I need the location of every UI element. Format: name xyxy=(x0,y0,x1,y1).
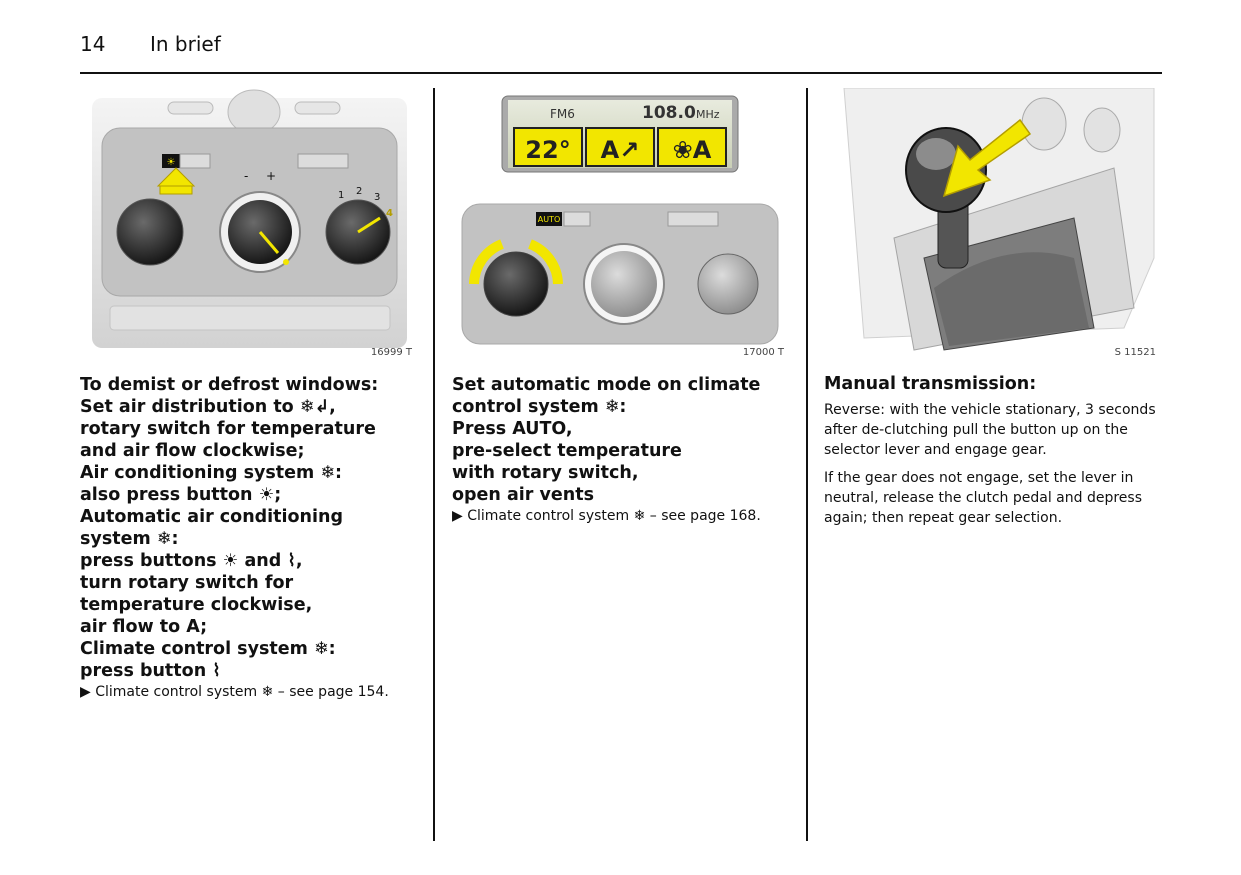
speed-2-label: 2 xyxy=(356,186,363,197)
line: with rotary switch, xyxy=(452,463,639,483)
speed-3-label: 3 xyxy=(374,192,381,203)
line: system ❄: xyxy=(80,529,179,549)
speed-1-label: 1 xyxy=(338,190,345,201)
page-title: In brief xyxy=(150,32,221,56)
line: temperature clockwise, xyxy=(80,595,313,615)
display-airflow: A↗ xyxy=(600,136,640,164)
auto-mode-instructions xyxy=(452,374,760,506)
auto-climate-illustration xyxy=(452,88,788,360)
figure-code: 17000 T xyxy=(742,347,784,358)
page-header xyxy=(80,30,1162,74)
figure-code: 16999 T xyxy=(370,347,412,358)
speed-4-label: 4 xyxy=(386,208,393,219)
transmission-text xyxy=(824,400,1160,536)
line: open air vents xyxy=(452,485,595,505)
auto-button-label: AUTO xyxy=(537,215,561,224)
line: To demist or defrost windows: xyxy=(80,375,379,395)
line: Set automatic mode on climate xyxy=(452,375,761,395)
svg-text:☀: ☀ xyxy=(166,157,176,168)
line: Automatic air conditioning xyxy=(80,507,344,527)
line: Press AUTO, xyxy=(452,419,573,439)
line: Air conditioning system ❄: xyxy=(80,463,343,483)
line: turn rotary switch for xyxy=(80,573,294,593)
page-reference-link[interactable]: ▶ Climate control system ❄ – see page 154. xyxy=(80,684,389,700)
page-reference-link[interactable]: ▶ Climate control system ❄ – see page 168. xyxy=(452,508,761,524)
paragraph: Reverse: with the vehicle stationary, 3 seconds after de-clutching pull the button up on the selector lever and engage gear. xyxy=(824,402,1156,458)
line: press buttons ☀ and ⌇, xyxy=(80,551,303,571)
page-number: 14 xyxy=(80,32,106,56)
line: press button ⌇ xyxy=(80,661,221,681)
column-transmission xyxy=(824,88,1164,526)
paragraph: If the gear does not engage, set the lever in neutral, release the clutch pedal and depress again; then repeat gear selection. xyxy=(824,470,1143,526)
auto-climate-figure xyxy=(452,88,788,360)
radio-unit: MHz xyxy=(696,108,720,121)
demist-instructions xyxy=(80,374,378,682)
climate-panel-figure xyxy=(80,88,416,360)
gear-lever-illustration xyxy=(824,88,1160,360)
display-fan: ❀A xyxy=(672,136,712,164)
column-auto-mode xyxy=(452,88,792,524)
column-demist xyxy=(80,88,420,700)
gear-lever-figure xyxy=(824,88,1160,360)
section-heading: Manual transmission: xyxy=(824,374,1037,394)
line: rotary switch for temperature xyxy=(80,419,376,439)
radio-frequency: 108.0 xyxy=(642,103,696,123)
display-temperature: 22° xyxy=(525,136,571,164)
figure-code: S 11521 xyxy=(1114,347,1156,358)
line: Climate control system ❄: xyxy=(80,639,336,659)
climate-panel-illustration xyxy=(80,88,416,360)
column-divider-1 xyxy=(433,88,435,841)
line: pre-select temperature xyxy=(452,441,682,461)
line: also press button ☀; xyxy=(80,485,282,505)
temp-plus-label: + xyxy=(266,169,277,183)
line: control system ❄: xyxy=(452,397,627,417)
radio-band: FM6 xyxy=(550,107,575,121)
line: Set air distribution to ❄↲, xyxy=(80,397,336,417)
line: air flow to A; xyxy=(80,617,208,637)
temp-minus-label: - xyxy=(244,169,249,183)
line: and air flow clockwise; xyxy=(80,441,305,461)
column-divider-2 xyxy=(806,88,808,841)
